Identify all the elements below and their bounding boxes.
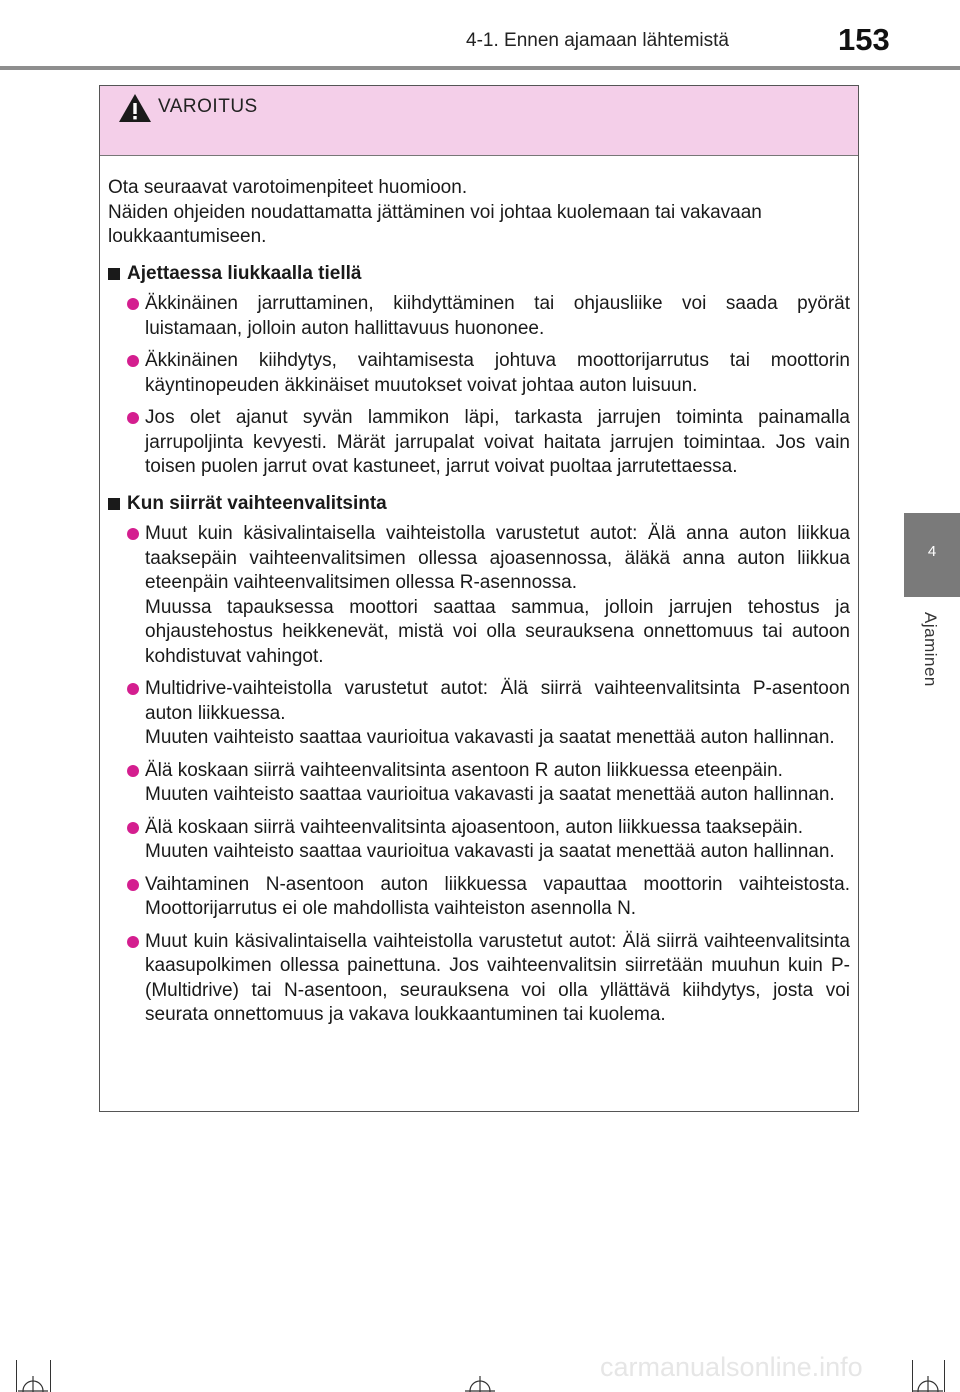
round-bullet-icon <box>127 298 139 310</box>
list-item <box>108 677 850 751</box>
section-heading <box>108 492 850 517</box>
square-bullet-icon <box>108 268 120 280</box>
header-rule <box>0 66 960 70</box>
list-item-text: Muuten vaihteisto saattaa vaurioitua vakavasti ja saatat menettää auton hallinnan. <box>145 841 835 862</box>
crop-mark <box>16 1360 17 1392</box>
page-number: 153 <box>838 22 890 57</box>
list-item-text: Muut kuin käsivalintaisella vaihteistolla varustetut autot: Älä siirrä vaihteenvalitsinta kaasupolkimen ollessa painettuna. Jos vaihteenvalitsin siirretään muuhun kuin P- (Multidrive) tai N-asentoon, seurauksena voi olla yllättävä kiihdytys, josta voi seurata onnettomuus ja vakava loukkaantuminen tai kuolema. <box>145 930 850 1025</box>
list-item <box>108 759 850 808</box>
warning-section <box>108 492 850 1028</box>
square-bullet-icon <box>108 498 120 510</box>
watermark: carmanualsonline.info <box>600 1352 863 1382</box>
intro-text: Näiden ohjeiden noudattamatta jättäminen voi johtaa kuolemaan tai vakavaan loukkaantumiseen. <box>108 201 762 247</box>
list-item-text: Vaihtaminen N-asentoon auton liikkuessa vapauttaa moottorin vaihteistosta. Moottorijarrutus ei ole mahdollista vaihteiston asennolla N. <box>145 873 850 919</box>
registration-mark-icon <box>465 1376 495 1392</box>
list-item-text: Älä koskaan siirrä vaihteenvalitsinta asentoon R auton liikkuessa eteenpäin. <box>145 759 783 781</box>
list-item-text: Muuten vaihteisto saattaa vaurioitua vakavasti ja saatat menettää auton hallinnan. <box>145 727 835 748</box>
list-item-text: Älä koskaan siirrä vaihteenvalitsinta ajoasentoon, auton liikkuessa taaksepäin. <box>145 816 804 838</box>
list-item <box>108 522 850 669</box>
round-bullet-icon <box>127 765 139 777</box>
list-item-text: Muut kuin käsivalintaisella vaihteistolla varustetut autot: Älä anna auton liikkua taaksepäin vaihteenvalitsimen ollessa ajoasennossa, äläkä anna auton liikkua eteenpäin vaihteenvalitsimen ollessa R-asennossa. <box>145 523 850 593</box>
round-bullet-icon <box>127 822 139 834</box>
chapter-tab <box>904 513 960 597</box>
round-bullet-icon <box>127 528 139 540</box>
chapter-label: Ajaminen <box>921 612 940 687</box>
warning-label: VAROITUS <box>158 96 258 117</box>
round-bullet-icon <box>127 936 139 948</box>
round-bullet-icon <box>127 683 139 695</box>
list-item <box>108 406 850 480</box>
chapter-number: 4 <box>927 543 937 560</box>
round-bullet-icon <box>127 355 139 367</box>
list-item-text: Jos olet ajanut syvän lammikon läpi, tarkasta jarrujen toiminta painamalla jarrupoljinta kevyesti. Märät jarrupalat voivat haitata jarrujen toimintaa. Jos vain toisen puolen jarrut ovat kastuneet, jarrut voivat puoltaa jarrutettaessa. <box>145 407 850 477</box>
intro-text: Ota seuraavat varotoimenpiteet huomioon. <box>108 177 468 198</box>
list-item-text: Multidrive-vaihteistolla varustetut autot: Älä siirrä vaihteenvalitsinta P-asentoon auton liikkuessa. <box>145 678 850 724</box>
list-item-text: Muuten vaihteisto saattaa vaurioitua vakavasti ja saatat menettää auton hallinnan. <box>145 784 835 805</box>
list-item <box>108 816 850 865</box>
warning-content <box>100 156 858 1028</box>
section-heading <box>108 262 850 287</box>
warning-section <box>108 262 850 480</box>
list-item <box>108 930 850 1028</box>
list-item-text: Äkkinäinen jarruttaminen, kiihdyttäminen tai ohjausliike voi saada pyörät luistamaan, jolloin auton hallittavuus huononee. <box>145 293 850 339</box>
registration-mark-icon <box>913 1376 943 1392</box>
registration-mark-icon <box>18 1376 48 1392</box>
warning-sections <box>108 262 850 1028</box>
warning-box <box>99 85 859 1112</box>
section-heading-text: Ajettaessa liukkaalla tiellä <box>127 262 362 284</box>
warning-triangle-icon <box>117 92 153 124</box>
section-title: 4-1. Ennen ajamaan lähtemistä <box>466 30 729 51</box>
crop-mark <box>944 1360 945 1392</box>
list-item-text: Muussa tapauksessa moottori saattaa sammua, jolloin jarrujen tehostus ja ohjaustehostus heikkenevät, mistä voi olla seurauksena onnettomuus tai autoon kohdistuvat vahingot. <box>145 596 850 667</box>
list-item <box>108 349 850 398</box>
list-item <box>108 292 850 341</box>
list-item-text: Äkkinäinen kiihdytys, vaihtamisesta johtuva moottorijarrutus tai moottorin käyntinopeuden äkkinäiset muutokset voivat johtaa auton luisuun. <box>145 350 850 396</box>
round-bullet-icon <box>127 412 139 424</box>
section-heading-text: Kun siirrät vaihteenvalitsinta <box>127 492 387 514</box>
warning-header <box>100 86 858 156</box>
warning-intro <box>108 176 850 250</box>
list-item <box>108 873 850 922</box>
crop-mark <box>50 1360 51 1392</box>
round-bullet-icon <box>127 879 139 891</box>
